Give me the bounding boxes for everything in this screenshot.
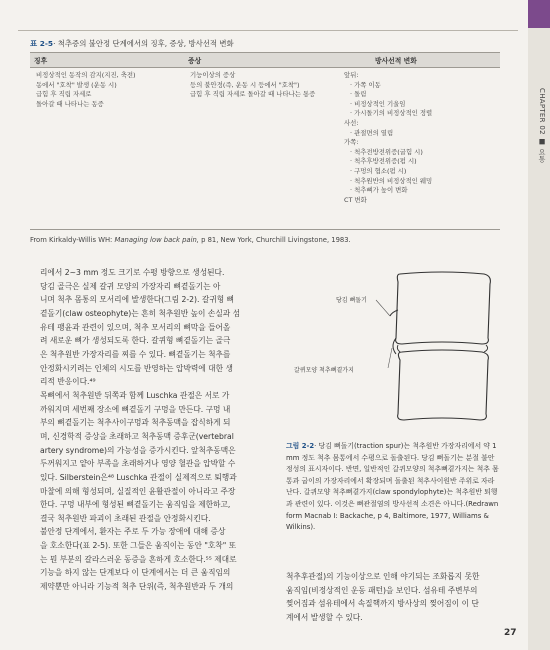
header-radiographic: 방사선적 변화 xyxy=(375,57,417,65)
right-column-text xyxy=(286,570,516,624)
spine-figure xyxy=(292,268,492,424)
table-cell: · 돌림 xyxy=(350,90,367,99)
text-line: 불안정 단계에서, 환자는 주로 두 가능 장애에 대해 증상 xyxy=(40,527,226,537)
text-line: 있다. Silberstein은⁴⁸ Luschka 관절이 실제적으로 퇴행과 xyxy=(40,472,237,482)
text-line: 며, 신경학적 증상을 초래하고 척추동맥 증후군(vertebral xyxy=(40,431,234,441)
text-line: 안정화시키려는 인체의 시도를 반영하는 압박력에 대한 생 xyxy=(40,363,233,373)
text-line: 계에서 발생할 수 있다. xyxy=(286,612,363,622)
text-line: 찢어짐과 섬유테에서 속질핵까지 방사상의 찢어짐이 이 단 xyxy=(286,599,479,609)
chapter-sidebar xyxy=(528,0,550,650)
table-source xyxy=(30,236,351,244)
text-line: 은 척추원반 가장자리를 찌를 수 있다. 뼈곁돌기는 척추를 xyxy=(40,349,231,359)
caption-line: 통과 굽이의 가장자리에서 확장되며 돌출된 척추사이원반 주위로 자라 xyxy=(286,476,495,485)
symptoms-column xyxy=(190,71,315,100)
text-line: 유테 팽윤과 관련이 있으며, 척추 모서리의 뼈막을 들어올 xyxy=(40,322,231,332)
text-line: 는 뭔 부분의 갈라스러운 동증을 흔하게 호소한다.⁵⁵ 제대로 xyxy=(40,554,237,564)
caption-line: mm 정도 척추 몸통에서 수평으로 돌출된다. 당김 뼈돌기는 분절 불안 xyxy=(286,453,495,462)
header-signs: 징후 xyxy=(34,57,48,65)
body-paragraphs xyxy=(40,266,272,594)
figure-caption xyxy=(286,441,511,534)
text-line: 움직임(비정상적인 운동 패턴)을 보인다. 섬유테 주변부의 xyxy=(286,585,478,595)
table-cell: 앞뒤: xyxy=(344,71,359,79)
table-cell: · 척추뼈가 높이 변화 xyxy=(350,186,408,195)
caption-line: 난다. 갈퀴모양 척추뼈곁가지(claw spondylophyte)는 척추원반 퇴행 xyxy=(286,488,498,497)
caption-line: 과 관련이 있다. 이것은 뼈관절염의 방사선적 소견은 아니다.(Redrawn xyxy=(286,499,499,508)
text-line: 척추후관절)의 기능이상으로 인해 야기되는 조화롭지 못한 xyxy=(286,572,480,581)
table-cell: 동에서 "호착" 발생 (운동 시) xyxy=(36,80,117,89)
table-cell: 급힘 후 직립 자세로 xyxy=(36,90,92,99)
source-prefix: From Kirkaldy-Willis WH: xyxy=(30,236,113,244)
text-line: 곁돌기(claw osteophyte)는 흔히 척추원반 높이 손실과 섬 xyxy=(40,308,241,318)
table-cell: · 척추전방전위증(굽힘 시) xyxy=(350,147,423,156)
chapter-color-tab xyxy=(528,0,550,28)
text-line: 마찰에 의해 형성되며, 실질적인 윤활관절이 아니라고 주장 xyxy=(40,486,236,496)
radiographic-column xyxy=(344,71,432,205)
table-title xyxy=(30,38,234,49)
caption-line: form Macnab I: Backache, p 4, Baltimore, 1977, Williams & xyxy=(286,511,489,520)
table-title-text: · 척추증의 불안정 단계에서의 징후, 증상, 방사선적 변화 xyxy=(53,39,234,48)
table-bottom-rule xyxy=(30,229,500,230)
text-line: 기능을 하지 않는 단계보다 이 단계에서는 더 큰 움직임의 xyxy=(40,568,231,578)
table-cell: · 척추원반의 비정상적인 웨밍 xyxy=(350,176,433,185)
table-cell: · 척추후방전위증(펌 시) xyxy=(350,157,417,166)
text-line: 목뼈에서 척추원반 뒤쪽과 함께 Luschka 관절은 서로 가 xyxy=(40,390,230,400)
body-text-column xyxy=(40,266,272,594)
figure-label-traction: 당김 뼈돌기 xyxy=(336,297,367,304)
text-line: artery syndrome)의 가능성을 증가시킨다. 앞척추동맥은 xyxy=(40,445,236,455)
text-line: 니며 척추 몸통의 모서리에 발생한다(그림 2-2). 갈귀형 뼈 xyxy=(40,295,235,305)
vertebra-lower xyxy=(398,350,489,420)
text-line: 려 새로운 뼈가 생성되도록 한다. 갈퀴형 뼈곁돌기는 골극 xyxy=(40,336,231,346)
table-header xyxy=(30,52,500,68)
table-cell: 돌아갈 때 나타나는 동증 xyxy=(36,99,104,108)
table-cell: 급힘 후 직립 자세로 돌아갈 때 나타나는 통증 xyxy=(190,90,316,99)
text-line: 리에서 2~3 mm 정도 크기로 수평 방향으로 생성된다. xyxy=(40,268,225,277)
label-leader-top xyxy=(376,300,390,316)
caption-line: 정성의 표시자이다. 반면, 일반적인 갈퀴모양의 척추뼈곁가지는 척추 몸 xyxy=(286,465,499,474)
table-cell: 사선: xyxy=(344,118,359,127)
table-cell: 가쪽: xyxy=(344,138,359,147)
table-cell: · 가시돌기의 비정상적인 정렬 xyxy=(350,109,433,118)
text-line: 부의 뼈곁돌기는 척추사이구멍과 척추동맥을 잡식하게 되 xyxy=(40,418,231,428)
text-line: 까워지며 세번째 장소에 뼈곁돌기 구멍을 만든다. 구멍 내 xyxy=(40,404,231,414)
vertebra-upper xyxy=(396,272,491,344)
caption-line: Wilkins). xyxy=(286,523,316,532)
table-cell: 등의 불안정(즉, 운동 시 등에서 "호착") xyxy=(190,80,300,89)
figure-label-claw: 갈퀴모양 척추뼈곁가지 xyxy=(294,367,354,374)
page-number: 27 xyxy=(504,628,517,638)
header-symptoms: 증상 xyxy=(188,57,202,65)
signs-column xyxy=(36,71,136,109)
text-line: 을 호소한다(표 2-5). 또한 그들은 움직이는 동안 "호착" 또 xyxy=(40,541,237,551)
table-cell: · 비정상적인 기울임 xyxy=(350,99,406,108)
table-cell: · 관절면의 열림 xyxy=(350,128,394,137)
source-title: Managing low back pain, xyxy=(114,236,199,244)
text-line: 리적 반응이다.⁴⁹ xyxy=(40,377,96,387)
text-line: 당김 골극은 실제 갈귀 모양의 가장자리 뼈곁돌기는 아 xyxy=(40,281,221,291)
chapter-label: CHAPTER 02 ■ 요통 xyxy=(538,88,546,163)
table-cell: 비정상적인 동작의 감지(지진, 축전) xyxy=(36,71,136,79)
caption-line: · 당김 뼈돌기(traction spur)는 척추원반 가장자리에서 약 1 xyxy=(314,442,497,450)
table-number: 표 2-5 xyxy=(30,39,54,48)
text-line: 결국 척추원반 파괴이 초래된 관절을 안정화시킨다. xyxy=(40,513,211,523)
text-line: 한다. 구멍 내부에 형성된 뼈곁돌기는 움직임을 제한하고, xyxy=(40,500,231,510)
table-cell: 기능이상의 증상 xyxy=(190,71,236,79)
source-suffix: p 81, New York, Churchill Livingstone, 1983. xyxy=(201,236,351,244)
text-line: 두꺼워지고 얕아 부족을 초래하거나 영양 혈관을 압박할 수 xyxy=(40,459,236,469)
text-line: 제약뿐만 아니라 기능적 척추 단위(즉, 척추원반과 두 개의 xyxy=(40,582,234,592)
label-leader-bottom xyxy=(388,348,392,368)
caption-label: 그림 2-2 xyxy=(286,442,315,450)
table-cell: CT 변화 xyxy=(344,195,367,204)
top-rule xyxy=(18,30,518,31)
table-cell: · 구멍의 협소(펌 시) xyxy=(350,166,407,175)
signs-table xyxy=(30,52,500,230)
table-cell: · 가쪽 이동 xyxy=(350,80,381,89)
